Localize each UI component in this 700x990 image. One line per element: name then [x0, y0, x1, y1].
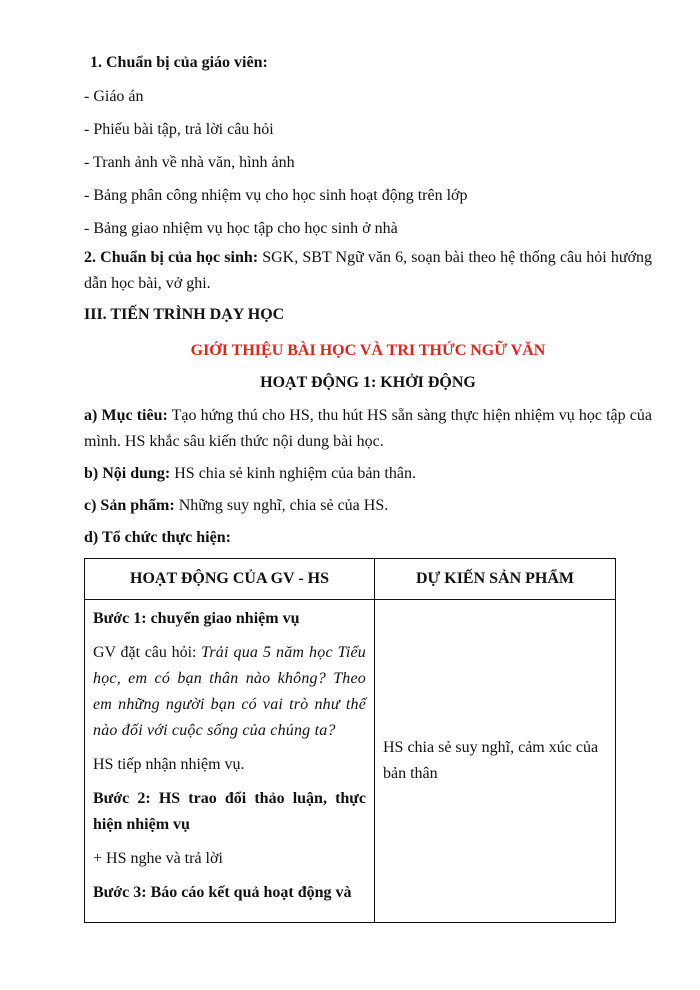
teacher-item-1: - Giáo án — [84, 88, 144, 105]
step1-question — [93, 640, 366, 744]
teacher-item-5: - Bảng giao nhiệm vụ học tập cho học sinh ở nhà — [84, 220, 398, 237]
objective-paragraph — [84, 403, 652, 455]
teacher-item-2: - Phiếu bài tập, trả lời câu hỏi — [84, 121, 274, 138]
objective-label: a) Mục tiêu: — [84, 407, 168, 424]
content-text: HS chia sẻ kinh nghiệm của bản thân. — [170, 465, 416, 482]
product-label: c) Sản phẩm: — [84, 497, 175, 514]
content-paragraph — [84, 461, 652, 487]
organize-heading: d) Tổ chức thực hiện: — [84, 529, 231, 546]
table-header-row — [85, 559, 616, 600]
student-prep-label: 2. Chuẩn bị của học sinh: — [84, 249, 259, 266]
objective-text: Tạo hứng thú cho HS, thu hút HS sẵn sàng thực hiện nhiệm vụ học tập của mình. HS khắc sâu kiến thức nội dung bài học. — [84, 407, 653, 450]
activity-cell — [85, 600, 375, 923]
step3-title: Bước 3: Báo cáo kết quả hoạt động và — [93, 884, 352, 901]
step1-receive: HS tiếp nhận nhiệm vụ. — [93, 756, 245, 773]
product-paragraph — [84, 493, 652, 519]
expected-product-cell — [375, 600, 616, 923]
process-heading: III. TIẾN TRÌNH DẠY HỌC — [84, 306, 285, 323]
expected-product-text: HS chia sẻ suy nghĩ, cảm xúc của bản thân — [383, 739, 599, 782]
table-row — [85, 600, 616, 923]
step1-prefix: GV đặt câu hỏi: — [93, 644, 202, 661]
teacher-item-3: - Tranh ảnh về nhà văn, hình ảnh — [84, 154, 295, 171]
teacher-item-4: - Bảng phân công nhiệm vụ cho học sinh hoạt động trên lớp — [84, 187, 468, 204]
header-teacher-student: HOẠT ĐỘNG CỦA GV - HS — [85, 559, 375, 600]
step2-text: + HS nghe và trả lời — [93, 850, 223, 867]
product-text: Những suy nghĩ, chia sẻ của HS. — [174, 497, 389, 514]
activity-title: HOẠT ĐỘNG 1: KHỞI ĐỘNG — [260, 374, 476, 391]
header-expected-product: DỰ KIẾN SẢN PHẨM — [375, 559, 616, 600]
content-label: b) Nội dung: — [84, 465, 171, 482]
teacher-prep-heading: 1. Chuẩn bị của giáo viên: — [90, 54, 268, 71]
student-prep-paragraph — [84, 245, 652, 297]
student-prep-text: SGK, SBT Ngữ văn 6, soạn bài theo hệ thống câu hỏi hướng dẫn học bài, vở ghi. — [84, 249, 653, 292]
step1-title: Bước 1: chuyển giao nhiệm vụ — [93, 610, 300, 627]
step2-title: Bước 2: HS trao đổi thảo luận, thực hiện nhiệm vụ — [93, 790, 366, 833]
lesson-title: GIỚI THIỆU BÀI HỌC VÀ TRI THỨC NGỮ VĂN — [190, 342, 546, 359]
step1-question-text: Trải qua 5 năm học Tiểu học, em có bạn thân nào không? Theo em những người bạn có vai trò như thế nào đối với cuộc sống của chúng ta? — [93, 644, 366, 739]
activity-table — [84, 558, 616, 923]
